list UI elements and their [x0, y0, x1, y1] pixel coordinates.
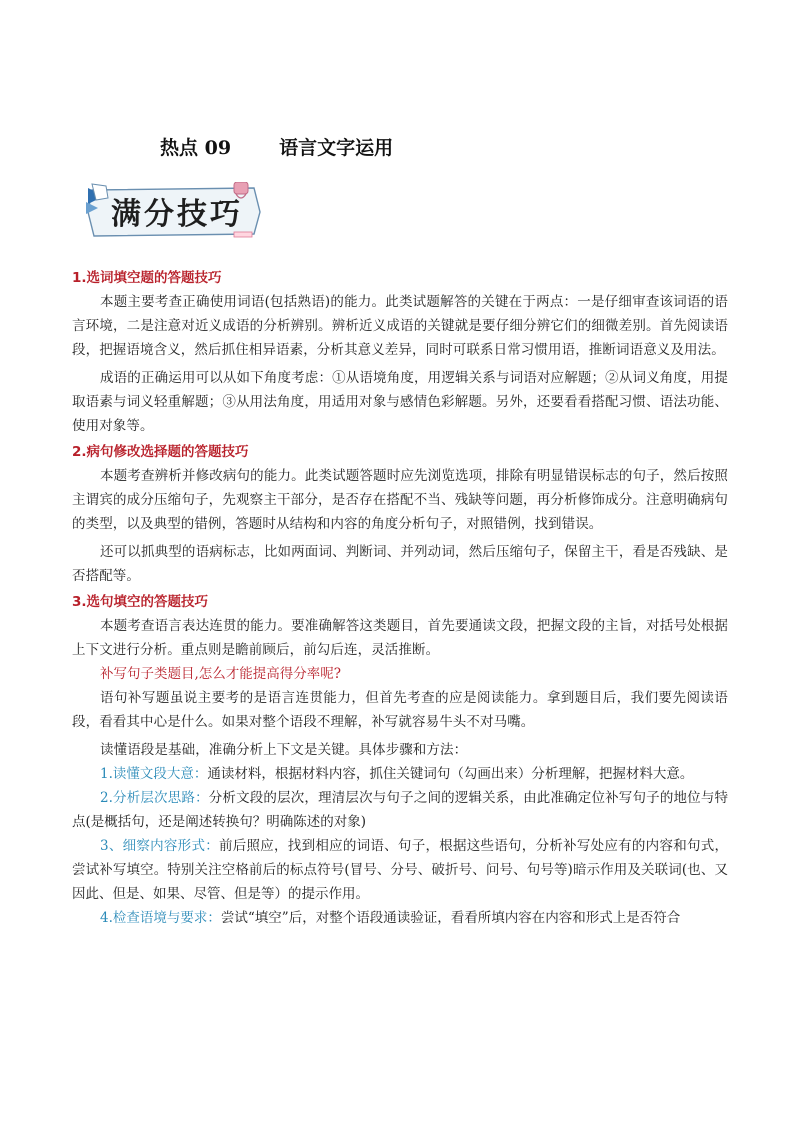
paragraph: 成语的正确运用可以从如下角度考虑：①从语境角度，用逻辑关系与词语对应解题；②从词义角度，用提取语素与词义轻重解题；③从用法角度，用适用对象与感情色彩解题。另外，还要看看搭配习惯、语法功能、使用对象等。: [72, 370, 728, 434]
paragraph: 本题主要考查正确使用词语(包括熟语)的能力。此类试题解答的关键在于两点：一是仔细审查该词语的语言环境，二是注意对近义成语的分析辨别。辨析近义成语的关键就是要仔细分辨它们的细微差别。首先阅读语段，把握语境含义，然后抓住相异语素，分析其意义差异，同时可联系日常习惯用语，推断词语意义及用法。: [72, 294, 728, 358]
step-text: 尝试“填空”后，对整个语段通读验证，看看所填内容在内容和形式上是否符合: [220, 910, 681, 926]
section-title: 2.病句修改选择题的答题技巧: [72, 444, 249, 460]
section-title: 1.选词填空题的答题技巧: [72, 270, 222, 286]
title-text: 语言文字运用: [279, 137, 394, 159]
step-label: 1.读懂文段大意：: [100, 766, 208, 782]
page-title: [160, 133, 393, 160]
step-label: 3、细察内容形式：: [100, 838, 219, 854]
banner-title: 满分技巧: [111, 197, 243, 232]
title-number: 热点 09: [160, 137, 232, 159]
step-label: 4.检查语境与要求：: [100, 910, 221, 926]
step-item: [72, 906, 728, 930]
step-item: [72, 762, 728, 786]
step-label: 2.分析层次思路：: [100, 790, 209, 806]
section-title: 3.选句填空的答题技巧: [72, 594, 209, 610]
main-content: [72, 266, 728, 930]
paragraph: 本题考查辨析并修改病句的能力。此类试题答题时应先浏览选项，排除有明显错误标志的句子，然后按照主谓宾的成分压缩句子，先观察主干部分，是否存在搭配不当、残缺等问题，再分析修饰成分。注意明确病句的类型，以及典型的错例，答题时从结构和内容的角度分析句子，对照错例，找到错误。: [72, 468, 728, 532]
step-item: [72, 786, 728, 834]
paragraph: 本题考查语言表达连贯的能力。要准确解答这类题目，首先要通读文段，把握文段的主旨，对括号处根据上下文进行分析。重点则是瞻前顾后，前勾后连，灵活推断。: [72, 618, 728, 658]
step-item: [72, 834, 728, 906]
section-banner: [84, 182, 264, 240]
step-text: 通读材料，根据材料内容，抓住关键词句（勾画出来）分析理解，把握材料大意。: [207, 766, 694, 782]
paragraph: 还可以抓典型的语病标志，比如两面词、判断词、并列动词，然后压缩句子，保留主干，看是否残缺、是否搭配等。: [72, 544, 728, 584]
paragraph: 读懂语段是基础，准确分析上下文是关键。具体步骤和方法：: [100, 742, 468, 758]
step-text: 分析文段的层次，理清层次与句子之间的逻辑关系，由此准确定位补写句子的地位与特点(是概括句，还是阐述转换句？明确陈述的对象): [72, 790, 728, 830]
sub-heading: 补写句子类题目,怎么才能提高得分率呢?: [100, 666, 342, 682]
paragraph: 语句补写题虽说主要考的是语言连贯能力，但首先考查的应是阅读能力。拿到题目后，我们要先阅读语段，看看其中心是什么。如果对整个语段不理解，补写就容易牛头不对马嘴。: [72, 690, 728, 730]
step-text: 前后照应，找到相应的词语、句子，根据这些语句，分析补写处应有的内容和句式，尝试补写填空。特别关注空格前后的标点符号(冒号、分号、破折号、问号、句号等)暗示作用及关联词(也、又因此、但是、如果、尽管、但是等）的提示作用。: [72, 838, 729, 902]
